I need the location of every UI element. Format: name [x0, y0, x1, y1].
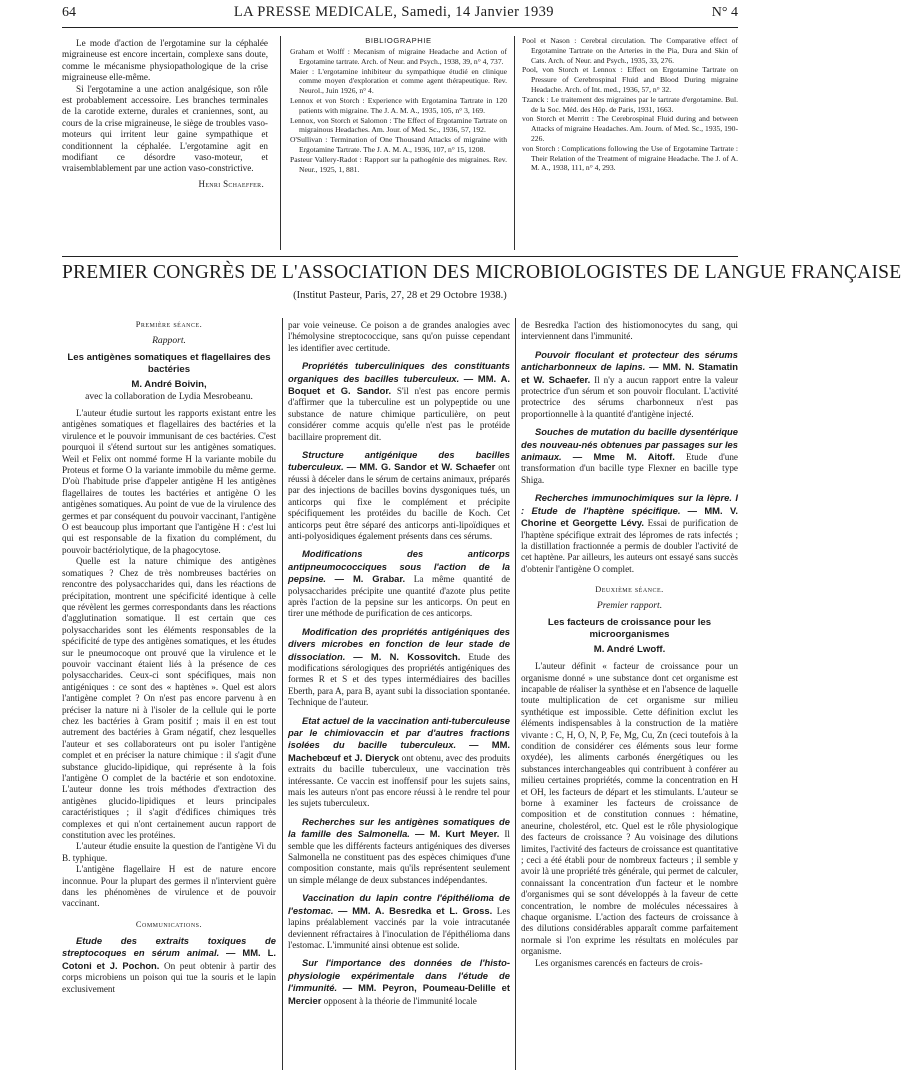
top-left-column [62, 38, 268, 189]
communication-item [288, 892, 510, 951]
bibliography-ref: Pool, von Storch et Lennox : Effect on Ergotamine Tartrate on Pressure of Cerebrospinal Fluid and Blood During migraine Headache. Arch. of Int. med., 1936, 57, n° 32. [522, 65, 738, 94]
communication-text: On peut obtenir à partir des corps microbiens un poison qui tue la souris et le lapin exclusivement [62, 960, 277, 994]
communication-text: Il semble que les différents facteurs antigéniques des diverses Salmonella ne constituent pas des espèces chimiques d'une composition constante, mais qu'ils représentent seulement un simple mélange de deux substances indépendantes. [288, 829, 510, 885]
column-1 [62, 320, 276, 995]
communication-item [521, 426, 738, 486]
bibliography-ref: Pasteur Vallery-Radot : Rapport sur la pathogénie des migraines. Rev. Neur., 1925, 1, 881. [290, 154, 507, 174]
congress-banner [62, 262, 901, 301]
communication-text: Etude d'une transformation d'un bacille type Flexner en bacille type Shiga. [521, 452, 739, 485]
article-title: Les facteurs de croissance pour les microorganismes [547, 617, 712, 641]
journal-title: LA PRESSE MEDICALE, Samedi, 14 Janvier 1939 [233, 4, 554, 20]
communication-item [288, 626, 510, 709]
communication-title: Modifications des anticorps antipneumococciques sous l'action de la pepsine. [288, 548, 510, 585]
communication-text: Les lapins préalablement vaccinés par la voie intracutanée deviennent réfractaires à l'inoculation de l'épithélioma dans l'estomac. L'immunité ainsi obtenue est solide. [288, 905, 511, 950]
bibliography-ref: O'Sullivan : Termination of One Thousand Attacks of migraine with Ergotamine Tartrate. The J. A. M. A., 1936, 107, n° 15, 1208. [290, 135, 507, 154]
body-paragraph: de Besredka l'action des histiomonocytes du sang, qui interviennent dans l'immunité. [521, 320, 738, 342]
communication-item [521, 492, 738, 575]
communication-title: Vaccination du lapin contre l'épithélioma de l'estomac. [288, 892, 510, 916]
bibliography-ref: Lennox et von Storch : Experience with Ergotamina Tartrate in 120 patients with migraine. The J. A. M. A., 1935, 105, n° 3, 169. [290, 95, 507, 115]
communication-title: Recherches sur les antigènes somatiques de la famille des Salmonella. [288, 815, 510, 840]
session-heading: Première séance. [135, 320, 203, 329]
signature: Henri Schaeffer. [198, 178, 264, 189]
communication-text: S'il n'est pas encore permis d'affirmer que la tuberculine est un polypeptide ou une substance de nature chimique particulière, on peut considérer comme acquis qu'elle n'est pas le protéide bacillaire proprement dit. [288, 386, 511, 442]
communication-title: Etat actuel de la vaccination anti-tuberculeuse par le chimiovaccin et par d'autres fractions isolées du bacille tuberculeux. [288, 714, 510, 751]
communication-title: Recherches immunochimiques sur la lèpre. I : Etude de l'haptène spécifique. [521, 492, 738, 516]
communication-item [288, 816, 510, 886]
communication-text: ont obtenu, avec des produits extraits du bacille tuberculeux, une vaccination très intéressante. Ce vaccin est inoffensif pour les sujets sains, mais les auteurs n'ont pas encore réussi à le rendre tel pour les sujets tuberculeux. [288, 752, 511, 809]
issue-number: N° 4 [711, 5, 738, 20]
bibliography-middle [290, 36, 507, 174]
bibliography-ref: Lennox, von Storch et Salomon : The Effect of Ergotamine Tartrate on migrainous Headaches. Am. Jour. of Med. Sc., 1936, 57, 192. [290, 115, 507, 135]
communication-title: Etude des extraits toxiques de streptocoques en sérum animal. [62, 934, 276, 959]
body-paragraph: L'auteur définit « facteur de croissance pour un organisme donné » une substance dont cet organisme est incapable de réaliser la synthèse et en l'absence de laquelle toute multiplication de cet organisme sur milieu synthétique est impossible. Cette définition exclut les éléments indispensables à la construction de la matière vivante : C, H, O, N, P, Fe, Mg, Cu, Zn (ceci toutefois à la condition de considérer ces éléments sous leur forme oxydée), les aliments carbonés énergétiques ou les substances interchangeables qui contribuent à conférer au milieu certaines propriétés, comme la concentration en H et OH, les facteurs de départ et les stimulants. L'auteur se borne à examiner les facteurs de croissance de composition et de constitution connues : hématine, aneurine, cholestérol, etc. Quel est le rôle physiologique des facteurs de croissance ? Au voisinage des dilutions limites, l'activité des facteurs de croissance est quantitative ; ceci a été établi pour de nombreux facteurs ; il semble y avoir là une propriété très générale, qui permet de calculer, connaissant la concentration d'un facteur et le nombre d'organismes qui se sont développés à la faveur de cette concentration, le nombre de molécules nécessaires à chaque organisme. L'action des facteurs de croissance à des dilutions considérables apparaît comme parfaitement normale si l'on exprime les résultats en molécules par organisme. [521, 661, 738, 957]
communication-authors: — MM. L. Cotoni et J. Pochon. [62, 947, 277, 971]
bibliography-ref: Maier : L'ergotamine inhibiteur du sympathique étudié en clinique comme moyen d'exploration et comme agent thérapeutique. Rev. Neurol., Juin 1926, n° 4. [290, 66, 507, 96]
page-number: 64 [62, 5, 76, 20]
communication-authors: — MM. A. Boquet et G. Sandor. [288, 372, 510, 397]
column-divider [515, 318, 516, 1070]
communication-text: La même quantité de polysaccharides précipite une quantité d'azote plus petite après l'action de la pepsine sur les anticorps. On peut en tirer une méthode de purification de ces anticorps. [288, 574, 511, 619]
column-2 [288, 320, 510, 1007]
communication-item [288, 957, 510, 1007]
communication-item [62, 935, 276, 995]
communication-authors: — MM. Peyron, Poumeau-Delille et Mercier [288, 982, 510, 1006]
article-author: M. André Boivin, [131, 379, 207, 390]
body-paragraph: L'antigène flagellaire H est de nature encore inconnue. Pour la plupart des germes il n'intervient guère dans les phénomènes de virulence et de pouvoir vaccinant. [62, 864, 276, 909]
communication-item [288, 715, 510, 810]
communication-title: Souches de mutation du bacille dysentérique des nouveau-nés obtenues par passages sur les animaux. [521, 426, 738, 463]
communication-item [288, 449, 510, 542]
communication-authors: — MM. N. Stamatin et W. Schaefer. [521, 361, 738, 385]
bibliography-ref: Graham et Wolff : Mecanism of migraine Headache and Action of Ergotamine tartrate. Arch. of Neur. and Psych., 1938, 39, n° 4, 737. [290, 47, 507, 66]
communication-text: ont réussi à déceler dans le sérum de certains animaux, préparés par des injections de bacilles bovins dysgoniques tués, un anticorps qui fixe le complément et précipite spécifiquement les protéides du bacille de Koch. Cet anticorps peut être séparé des anticorps anti-lipoïdiques et anti-polyosidiques également présents dans ces sérums. [288, 462, 511, 541]
communication-title: Modification des propriétés antigéniques des divers microbes en fonction de leur stade de dissociation. [288, 625, 510, 662]
section-rule [62, 256, 738, 257]
bibliography-ref: Tzanck : Le traitement des migraines par le tartrate d'ergotamine. Bul. de la Soc. Méd. des Hôp. de Paris, 1931, 1663. [522, 94, 738, 114]
congress-subtitle: (Institut Pasteur, Paris, 27, 28 et 29 Octobre 1938.) [293, 290, 507, 301]
rapport-heading: Rapport. [152, 335, 186, 346]
column-divider [280, 36, 281, 250]
session-heading: Deuxième séance. [595, 585, 664, 595]
communication-text: opposent à la théorie de l'immunité locale [323, 995, 477, 1006]
bibliography-right [522, 36, 738, 173]
communication-authors: — Mme M. Aitoff. [572, 451, 675, 463]
article-author: M. André Lwoff. [593, 644, 666, 656]
communication-authors: — MM. Machebœuf et J. Dieryck [288, 739, 510, 763]
communication-item [288, 548, 510, 619]
communication-item [521, 349, 738, 420]
communication-authors: — MM. G. Sandor et W. Schaefer [346, 461, 496, 473]
communication-title: Propriétés tuberculiniques des constituants organiques des bacilles tuberculeux. [288, 360, 510, 384]
communication-title: Sur l'importance des données de l'histo-physiologie expérimentale dans l'étude de l'immunité. [288, 957, 510, 994]
bibliography-ref: von Storch et Merritt : The Cerebrospinal Fluid during and between Attacks of migraine Headaches. Am. Journ. of Med. Sc., 1935, 190-226. [522, 114, 738, 143]
communication-authors: — MM. A. Besredka et L. Gross. [338, 904, 493, 916]
communication-authors: — MM. V. Chorine et Georgette Lévy. [521, 504, 739, 529]
congress-title: PREMIER CONGRÈS DE L'ASSOCIATION DES MICROBIOLOGISTES DE LANGUE FRANÇAISE [62, 262, 901, 283]
running-head [62, 4, 738, 26]
body-paragraph: Les organismes carencés en facteurs de crois- [535, 957, 703, 968]
rapport-heading: Premier rapport. [596, 600, 663, 612]
body-paragraph: L'auteur étudie surtout les rapports existant entre les antigènes somatiques et flagellaires des bactéries et la virulence et le pouvoir immunisant de ces bactéries. C'est pourquoi il s'étend surtout sur les antigènes somatiques. Weil et Felix ont nommé forme H la variante mobile du Proteus et forme O la variante immobile du même germe. D'où l'habitude prise d'appeler antigène H les antigènes flagellaires de toutes les bactéries et antigène O les antigènes somatiques. Au point de vue de la virulence des germes et par conséquent du pouvoir vaccinant, l'antigène O est beaucoup plus important que l'antigène H : c'est lui qui est responsable de la fixation du complément, du pouvoir bactériolytique, de la phagocytose. [62, 408, 276, 555]
top-paragraph: Le mode d'action de l'ergotamine sur la céphalée migraineuse est encore incertain, complexe sans doute, comme le mécanisme physiopathologique de la crise migraineuse elle-même. [62, 38, 268, 83]
column-divider [514, 36, 515, 250]
communication-authors: — M. Grabar. [334, 573, 406, 585]
communication-item [288, 360, 510, 443]
communication-authors: — M. N. Kossovitch. [353, 650, 461, 662]
communication-text: Il n'y a aucun rapport entre la valeur protectrice d'un sérum et son pouvoir floculant. L'activité protectrice des sérums charbonneux n'est pas proportionnelle à la quantité d'antigène injecté. [521, 374, 739, 419]
top-paragraph: Si l'ergotamine a une action analgésique, son rôle est probablement accessoire. Les branches terminales de la carotide externe, durales et craniennes, sont, au cours de la crise migraineuse, le siège de troubles vaso-moteurs qui irritent leur gaine sympathique et conditionnent la céphalée. L'ergotamine agit en modifiant ce désordre vaso-moteur, et vraisemblablement par une action vaso-constrictive. [62, 83, 268, 174]
bibliography-ref: von Storch : Complications following the Use of Ergotamine Tartrate : Their Relation of the Treatment of migraine Headache. The J. of A. M. A., 1938, 111, n° 4, 293. [522, 143, 738, 173]
communication-authors: — M. Kurt Meyer. [414, 828, 500, 840]
bibliography-title: BIBLIOGRAPHIE [365, 36, 432, 45]
article-coauthor: avec la collaboration de Lydia Mesrobeanu. [85, 391, 253, 402]
communications-heading: Communications. [135, 919, 203, 929]
body-paragraph: par voie veineuse. Ce poison a de grandes analogies avec l'hémolysine streptococcique, sans qu'on puisse cependant les identifier avec certitude. [288, 320, 510, 353]
header-rule [62, 27, 738, 28]
communication-text: Essai de purification de l'haptène spécifique extrait des lépromes de rats infectés ; la distillation fractionnée a permis de doubler l'activité de cet haptène. Par ailleurs, les auteurs ont essayé sans succès d'obtenir l'antigène O complet. [521, 518, 738, 574]
body-paragraph: L'auteur étudie ensuite la question de l'antigène Vi du B. typhique. [62, 841, 276, 863]
column-3 [521, 320, 738, 969]
communication-title: Pouvoir floculant et protecteur des sérums anticharbonneux de lapins. [521, 348, 738, 373]
bibliography-ref: Pool et Nason : Cerebral circulation. The Comparative effect of Ergotamine Tartrate on the Arteries in the Pia, Dura and Skin of Cats. Arch. of Neur. and Psych., 1935, 33, 276. [522, 36, 738, 65]
communication-text: Etude des modifications sérologiques des propriétés antigéniques des formes R et S et des types intermédiaires des bacilles Eberth, para A, para B, ayant subi la dissociation spontanée. Technique de l'auteur. [288, 651, 510, 708]
article-title: Les antigènes somatiques et flagellaires des bactéries [67, 352, 271, 375]
body-paragraph: Quelle est la nature chimique des antigènes somatiques ? Chez de très nombreuses bactéries on rencontre des polysaccharides qui, dans les réactions de précipitation, montrent une spécificité identique à celle que révèlent les germes correspondants dans les réactions d'agglutination somatique. Il est certain que ces polysaccharides sont les éléments responsables de la spécificité de type des antigènes somatiques, et les études sur le pneumocoque ont prouvé que la virulence et le pouvoir vaccinant étaient liés à la présence de ces polysaccharides. Ceux-ci sont spécifiques, mais non antigéniques : ce sont des « haptènes ». Quel est alors l'antigène complet ? On n'est pas encore parvenu à en préciser la nature ni à l'isoler de la cellule qui le porte chez les bactéries à Gram positif ; mais il en est tout autrement des bactéries à Gram négatif, chez lesquelles l'auteur et ses collaborateurs ont pu isoler l'antigène complet et en préciser la nature chimique : il s'agit d'une substance glucido-lipidique, qui représente à la fois l'antigène O complet de la bactérie et son endotoxine. L'auteur donne les trois méthodes d'extraction des antigènes glucido-lipidiques et leurs principales caractéristiques ; il s'agit d'édifices chimiques très complexes et qui n'ont certainement aucun rapport de constitution avec les protéines. [62, 556, 276, 841]
communication-title: Structure antigénique des bacilles tuberculeux. [288, 449, 510, 473]
column-divider [282, 318, 283, 1070]
